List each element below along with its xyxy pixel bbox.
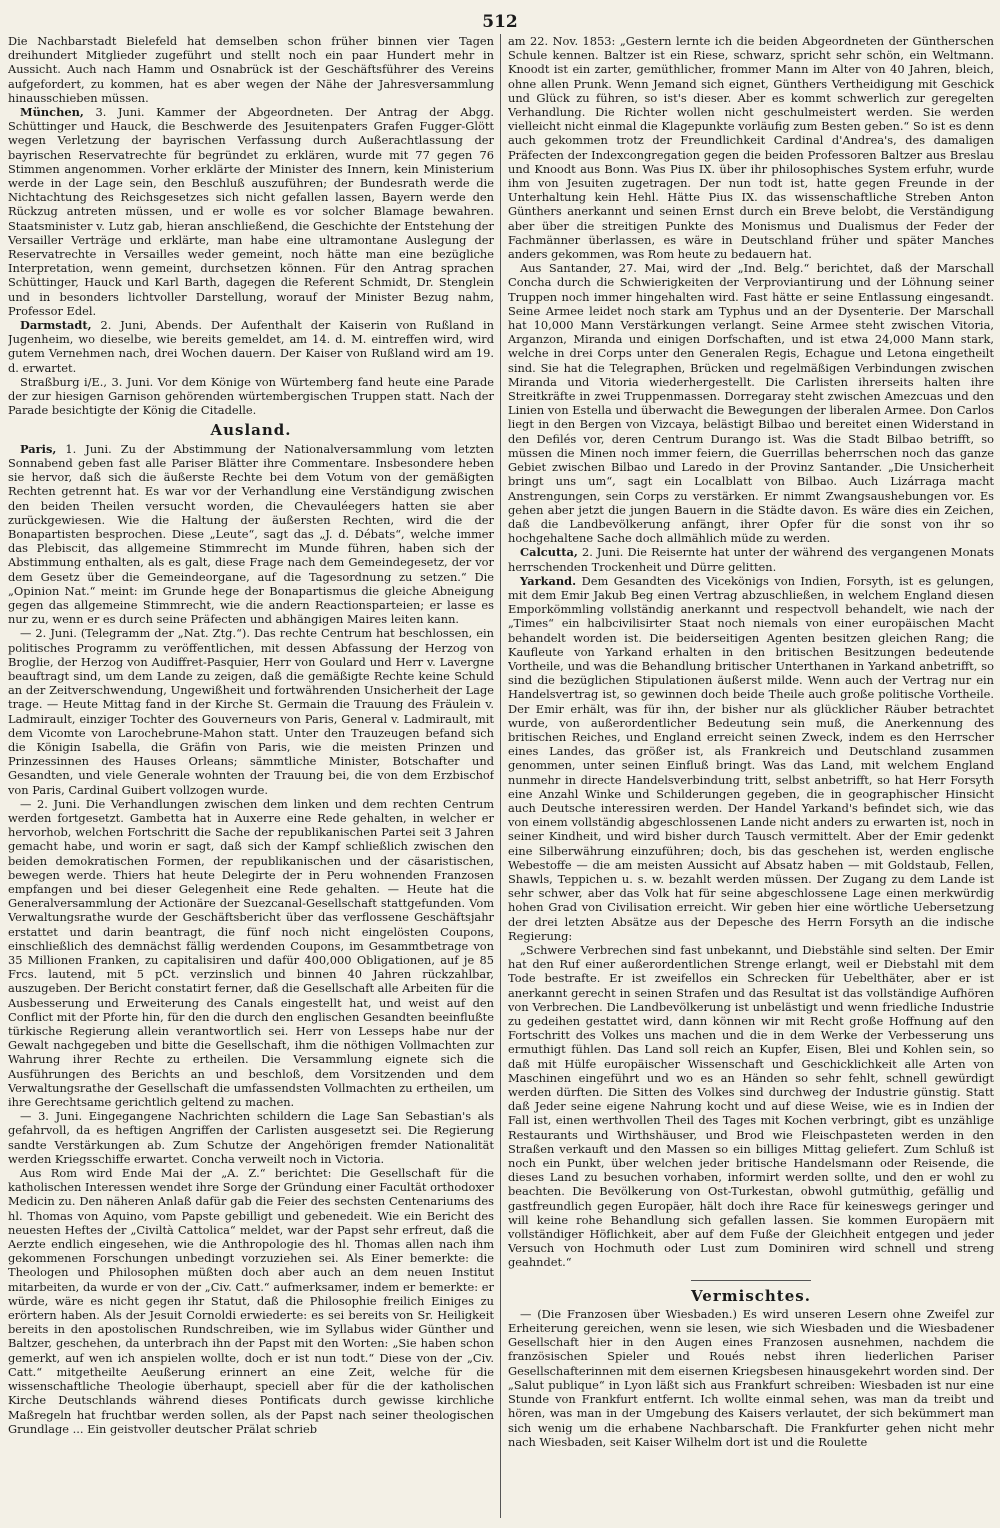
article-yarkand: [508, 574, 994, 943]
article-text: 1. Juni. Zu der Abstimmung der Nationalversammlung vom letzten Sonnabend geben fast alle Pariser Blätter ihre Commentare. Insbesondere heben sie hervor, daß sich die äußerste Rechte bei dem Votum von der gemäßigten Rechten getrennt hat. Es war vor der Verhandlung eine Verständigung zwischen den beiden Theilen versucht worden, die Chevauléegers hatten sie aber zurückgewiesen. Wie die Haltung der äußersten Rechten, wird die der Bonapartisten besprochen. Diese „Leute“, sagt das „J. d. Débats“, welche immer das Plebiscit, das allgemeine Stimmrecht im Munde führen, haben sich der Abstimmung enthalten, als es galt, diese Frage nach dem Gemeindegesetz, der vor dem Gesetz über die Gemeindeorgane, auf die Tagesordnung zu setzen.“ Die „Opinion Nat.“ meint: im Grunde hege der Bonapartismus die gleiche Abneigung gegen das allgemeine Stimmrecht, wie die andern Reactionsparteien; er lasse es nur zu, wenn er es durch seine Präfecten und abhängigen Maires leiten kann.: [8, 441, 494, 627]
article-text: Dem Gesandten des Vicekönigs von Indien, Forsyth, ist es gelungen, mit dem Emir Jakub Beg einen Vertrag abzuschließen, in welchem England diesen Emporkömmling vollständig anerkannt und respectvoll behandelt, wie nach der „Times“ ein halbcivilisirter Staat noch niemals von einer europäischen Macht behandelt worden ist. Die beiderseitigen Agenten besitzen gleichen Rang; die Kaufleute von Yarkand erhalten in den britischen Besitzungen bedeutende Vortheile, und was die Behandlung britischer Unterthanen in Yarkand anbetrifft, so sind die bezüglichen Stipulationen äußerst milde. Wenn auch der Vertrag nur ein Handelsvertrag ist, so gewinnen doch beide Theile auch große politische Vortheile. Der Emir erhält, was für ihn, der bisher nur als glücklicher Räuber betrachtet wurde, von außerordentlicher Bedeutung sein muß, die Anerkennung des britischen Reiches, und England erreicht seinen Zweck, indem es den Herrscher eines Landes, das größer ist, als Frankreich und Deutschland zusammen genommen, unter seinen Einfluß bringt. Was das Land, mit welchem England nunmehr in directe Handelsverbindung tritt, selbst anbetrifft, so hat Herr Forsyth eine Anzahl Winke und Schilderungen gegeben, die in geographischer Hinsicht auch Deutsche interessiren werden. Der Handel Yarkand's befindet sich, wie das von einem vollständig abgeschlossenen Lande nicht anders zu erwarten ist, noch in seiner Kindheit, und wird bisher durch Tausch vermittelt. Aber der Emir gedenkt eine Silberwährung einzuführen; doch, bis das geschehen ist, werden englische Webestoffe — die am meisten Aussicht auf Absatz haben — mit Goldstaub, Fellen, Shawls, Teppichen u. s. w. bezahlt werden müssen. Der Zugang zu dem Lande ist sehr schwer, aber das Volk hat für seine abgeschlossene Lage einen merkwürdig hohen Grad von Civilisation erreicht. Wir geben hier eine wörtliche Uebersetzung der drei letzten Absätze aus der Depesche des Herrn Forsyth an die indische Regierung:: [508, 573, 994, 943]
dateline-place: Yarkand.: [520, 573, 577, 588]
article-paris: [8, 442, 494, 627]
page-number: 512: [482, 12, 518, 32]
article-paragraph: Die Nachbarstadt Bielefeld hat demselben schon früher binnen vier Tagen dreihundert Mitglieder zugeführt und stellt noch ein paar Hundert mehr in Aussicht. Auch nach Hamm und Osnabrück ist der Geschäftsführer des Vereins aufgefordert, zu kommen, hat es aber wegen der Nähe der Jahresversammlung hinausschieben müssen.: [8, 34, 494, 105]
article-paragraph: am 22. Nov. 1853: „Gestern lernte ich die beiden Abgeordneten der Güntherschen Schule kennen. Baltzer ist ein Riese, schwarz, spricht sehr schön, ein Weltmann. Knoodt ist ein zarter, gemüthlicher, frommer Mann im Alter von 40 Jahren, bleich, ohne allen Prunk. Wenn Jemand sich eignet, Günthers Vertheidigung mit Geschick und Glück zu führen, so ist's dieser. Aber es kommt schwerlich zur geregelten Verhandlung. Die Richter wollen nicht geschulmeistert werden. Sie werden vielleicht nicht einmal die Klagepunkte vorläufig zum Besten geben.“ So ist es denn auch gekommen trotz der Freundlichkeit Cardinal d'Andrea's, des damaligen Präfecten der Indexcongregation gegen die beiden Professoren Baltzer aus Breslau und Knoodt aus Bonn. Was Pius IX. über ihr philosophisches System erfuhr, wurde ihm von Jesuiten zugetragen. Der nun todt ist, hatte gegen Freunde in der Unterhaltung kein Hehl. Hätte Pius IX. das wissenschaftliche Streben Anton Günthers anerkannt und seinen Ernst durch ein Breve belobt, die Verständigung aber über die streitigen Punkte des Monismus und Dualismus der Feder der Fachmänner überlassen, es wäre in Deutschland früher und später Manches anders gekommen, was Rom heute zu bedauern hat.: [508, 34, 994, 262]
article-paragraph: — 2. Juni. Die Verhandlungen zwischen dem linken und dem rechten Centrum werden fortgesetzt. Gambetta hat in Auxerre eine Rede gehalten, in welcher er hervorhob, welchen Fortschritt die Sache der republikanischen Partei seit 3 Jahren gemacht habe, und worin er sagt, daß sich der Kampf schließlich zwischen den beiden demokratischen Formen, der republikanischen und der cäsaristischen, bewegen werde. Thiers hat heute Delegirte der in Peru wohnenden Franzosen empfangen und bei dieser Gelegenheit eine Rede gehalten. — Heute hat die Generalversammlung der Actionäre der Suezcanal-Gesellschaft stattgefunden. Vom Verwaltungsrathe wurde der Geschäftsbericht über das verflossene Geschäftsjahr erstattet und darin beantragt, die fünf noch nicht eingelösten Coupons, einschließlich des demnächst fällig werdenden Coupons, im Gesammtbetrage von 35 Millionen Franken, zu capitalisiren und dafür 400,000 Obligationen, auf je 85 Frcs. lautend, mit 5 pCt. verzinslich und binnen 40 Jahren rückzahlbar, auszugeben. Der Bericht constatirt ferner, daß die Gesellschaft alle Arbeiten für die Ausbesserung und Erweiterung des Canals eingestellt hat, und weist auf den Conflict mit der Pforte hin, für den die durch den englischen Gesandten beeinflußte türkische Regierung allein verantwortlich sei. Herr von Lesseps habe nur der Gewalt nachgegeben und bitte die Gesellschaft, ihm die nöthigen Vollmachten zur Wahrung ihrer Rechte zu ertheilen. Die Versammlung eignete sich die Ausführungen des Berichts an und beschloß, dem Vorsitzenden und dem Verwaltungsrathe der Gesellschaft die umfassendsten Vollmachten zu ertheilen, um ihre Gerechtsame gerichtlich geltend zu machen.: [8, 796, 494, 1110]
article-strassburg: Straßburg i/E., 3. Juni. Vor dem Könige von Würtemberg fand heute eine Parade der zur hiesigen Garnison gehörenden würtembergischen Truppen statt. Nach der Parade besichtigte der König die Citadelle.: [8, 374, 494, 418]
column-divider: [500, 34, 501, 1518]
quoted-dispatch: „Schwere Verbrechen sind fast unbekannt, und Diebstähle sind selten. Der Emir hat den Ruf einer außerordentlichen Strenge erlangt, weil er Diebstahl mit dem Tode bestrafte. Er ist zweifellos ein Schrecken für Uebelthäter, aber er ist anerkannt gerecht in seinen Strafen und das Resultat ist das vollständige Aufhören von Verbrechen. Die Landbevölkerung ist unbelästigt und wenn friedliche Industrie zu gedeihen gestattet wird, dann können wir mit Recht große Hoffnung auf den Fortschritt des Volkes uns machen und die in dem Werke der Verbesserung uns ermuthigt fühlen. Das Land soll reich an Kupfer, Eisen, Blei und Kohlen sein, so daß mit Hülfe europäischer Wissenschaft und Geschicklichkeit alle Arten von Maschinen eingeführt und wo es an Händen so sehr fehlt, schnell gewürdigt werden dürften. Die Sitten des Volkes sind durchweg der Industrie günstig. Statt daß Jeder seine eigene Nahrung kocht und auf diese Weise, wie es in Indien der Fall ist, einen werthvollen Theil des Tages mit Kochen verbringt, gibt es unzählige Restaurants und Wirthshäuser, und Brod wie Fleischpasteten werden in den Straßen verkauft und den Massen so ein billiges Mittag geliefert. Zum Schluß ist noch ein Punkt, über welchen jeder britische Handelsmann oder Reisende, die dieses Land zu besuchen vorhaben, informirt werden sollte, und den er wohl zu beachten. Die Bevölkerung von Ost-Turkestan, obwohl gutmüthig, gefällig und gastfreundlich gegen Europäer, hält doch ihre Race für keineswegs geringer und will keine rohe Behandlung sich gefallen lassen. Sie kommen Europäern mit vollständiger Höflichkeit, aber auf dem Fuße der Gleichheit entgegen und jeder Versuch von Hochmuth oder Lust zum Dominiren wird schnell und streng geahndet.“: [508, 943, 994, 1270]
dateline-place: München,: [20, 105, 84, 120]
section-heading-vermischtes: Vermischtes.: [691, 1286, 811, 1305]
article-santander: Aus Santander, 27. Mai, wird der „Ind. Belg.“ berichtet, daß der Marschall Concha durch die Schwierigkeiten der Verproviantirung und der Löhnung seiner Truppen noch immer hingehalten wird. Fast hätte er seine Entlassung eingesandt. Seine Armee leidet noch stark am Typhus und an der Dysenterie. Der Marschall hat 10,000 Mann Verstärkungen verlangt. Seine Armee steht zwischen Vitoria, Arganzon, Miranda und einigen Dorfschaften, und ist etwa 24,000 Mann stark, welche in drei Corps unter den Generalen Regis, Echague und Letona eingetheilt sind. Sie hat die Telegraphen, Brücken und regelmäßigen Verbindungen zwischen Miranda und Vitoria wiederhergestellt. Die Carlisten ihrerseits halten ihre Streitkräfte in zwei Truppenmassen. Dorregaray steht zwischen Amezcuas und den Linien von Estella und überwacht die Bewegungen der liberalen Armee. Don Carlos liegt in den Bergen von Vizcaya, belästigt Bilbao und bereitet einen Widerstand in den Defilés vor, deren Centrum Durango ist. Was die Stadt Bilbao betrifft, so müssen die Minen noch immer feiern, die Guerrillas beherrschen noch das ganze Gebiet zwischen Bilbao und Laredo in der Provinz Santander. „Die Unsicherheit bringt uns um“, sagt ein Localblatt von Bilbao. Auch Lizárraga macht Anstrengungen, sein Corps zu verstärken. Er nimmt Zwangsaushebungen vor. Es gehen aber jetzt die jungen Bauern in die Städte davon. Es wäre dies ein Zeichen, daß die Landbevölkerung anfängt, ihrer Opfer für die sonst von ihr so hochgehaltene Sache doch allmählich müde zu werden.: [508, 261, 994, 546]
article-text: 3. Juni. Kammer der Abgeordneten. Der Antrag der Abgg. Schüttinger und Hauck, die Beschwerde des Jesuitenpaters Grafen Fugger-Glött wegen Verletzung der bayrischen Verfassung durch Außerachtlassung der bayrischen Reservatrechte für begründet zu erklären, wurde mit 77 gegen 76 Stimmen angenommen. Vorher erklärte der Minister des Innern, kein Ministerium werde in der Lage sein, den Beschluß auszuführen; der Bundesrath werde die Nichtachtung des Reichsgesetzes sich nicht gefallen lassen, Bayern werde den Rückzug antreten müssen, und er wolle es vor solcher Blamage bewahren. Staatsminister v. Lutz gab, hieran anschließend, die Geschichte der Entstehung der Versailler Verträge und erklärte, man habe eine ultramontane Auslegung der Reservatrechte in Versailles weder gemeint, noch hätte man eine bezügliche Interpretation, wenn gemeint, durchsetzen können. Für den Antrag sprachen Schüttinger, Hauck und Karl Barth, dagegen die Referent Schmidt, Dr. Stenglein und in besonders lichtvoller Darstellung, worauf der Minister Bezug nahm, Professor Edel.: [8, 105, 494, 318]
right-column: [508, 34, 994, 1520]
dateline-place: Calcutta,: [520, 545, 578, 560]
section-heading-ausland: Ausland.: [210, 421, 292, 440]
article-darmstadt: [8, 318, 494, 375]
section-divider: [691, 1280, 811, 1281]
article-text: 2. Juni, Abends. Der Aufenthalt der Kaiserin von Rußland in Jugenheim, wo dieselbe, wie bereits gemeldet, am 14. d. M. eintreffen wird, wird gutem Vernehmen nach, drei Wochen dauern. Der Kaiser von Rußland wird am 19. d. erwartet.: [8, 318, 494, 375]
article-calcutta: [508, 545, 994, 573]
article-paragraph: — 2. Juni. (Telegramm der „Nat. Ztg.“). Das rechte Centrum hat beschlossen, ein politisches Programm zu veröffentlichen, mit dessen Abfassung der Herzog von Broglie, der Herzog von Audiffret-Pasquier, Herr von Goulard und Herr v. Lavergne beauftragt sind, um dem Lande zu zeigen, daß die gemäßigte Rechte keine Schuld an der Zeitverschwendung, Ungewißheit und fortwährenden Unsicherheit der Lage trage. — Heute Mittag fand in der Kirche St. Germain die Trauung des Fräulein v. Ladmirault, einziger Tochter des Gouverneurs von Paris, General v. Ladmirault, mit dem Vicomte von Larochebrune-Mahon statt. Unter den Trauzeugen befand sich die Königin Isabella, die Gräfin von Paris, wie die meisten Prinzen und Prinzessinnen des Hauses Orleans; sämmtliche Minister, Botschafter und Gesandten, und viele Generale wohnten der Trauung bei, die von dem Erzbischof von Paris, Cardinal Guibert vollzogen wurde.: [8, 626, 494, 797]
article-paragraph: — 3. Juni. Eingegangene Nachrichten schildern die Lage San Sebastian's als gefahrvoll, da es heftigen Angriffen der Carlisten ausgesetzt sei. Die Regierung sandte Verstärkungen ab. Zum Schutze der Angehörigen fremder Nationalität werden Kriegsschiffe erwartet. Concha verweilt noch in Victoria.: [8, 1109, 494, 1166]
article-text: 2. Juni. Die Reisernte hat unter der während des vergangenen Monats herrschenden Trockenheit und Dürre gelitten.: [508, 545, 994, 574]
article-muenchen: [8, 105, 494, 318]
article-wiesbaden: — (Die Franzosen über Wiesbaden.) Es wird unseren Lesern ohne Zweifel zur Erheiterung gereichen, wenn sie lesen, wie sich Wiesbaden und die Wiesbadener Gesellschaft hier in den Augen eines Franzosen ausnehmen, nachdem die französischen Spieler und Roués nebst ihren liederlichen Pariser Gesellschafterinnen mit dem eisernen Kriegsbesen hinausgekehrt worden sind. Der „Salut publique“ in Lyon läßt sich aus Frankfurt schreiben: Wiesbaden ist nur eine Stunde von Frankfurt entfernt. Ich wollte einmal sehen, was man da treibt und hören, was man in der Umgebung des Kaisers verlautet, der sich bekümmert man sich wenig um die erhabene Nachbarschaft. Die Frankfurter gehen nicht mehr nach Wiesbaden, seit Kaiser Wilhelm dort ist und die Roulette: [508, 1306, 994, 1449]
dateline-place: Darmstadt,: [20, 318, 92, 333]
article-rom: Aus Rom wird Ende Mai der „A. Z.“ berichtet: Die Gesellschaft für die katholischen Interessen wendet ihre Sorge der Gründung einer Facultät orthodoxer Medicin zu. Den näheren Anlaß dafür gab die Feier des sechsten Centenariums des hl. Thomas von Aquino, vom Papste gebilligt und gebenedeit. Wie ein Bericht des neuesten Heftes der „Civiltà Cattolica“ meldet, war der Papst sehr erfreut, daß die Aerzte endlich eingesehen, wie die Anthropologie des hl. Thomas allen nach ihm gekommenen Forschungen unbedingt vorzuziehen sei. Als Einer bemerkte: die Theologen und Philosophen müßten doch aber auch an dem neuen Institut mitarbeiten, da wurde er von der „Civ. Catt.“ aufmerksamer, indem er bemerkte: er würde, wäre es nicht gegen ihr Statut, daß die Philosophie freilich Einiges zu erörtern haben. Als der Jesuit Cornoldi erwiederte: es sei bereits von Sr. Heiligkeit bereits in den apostolischen Rundschreiben, wie im Syllabus wider Günther und Baltzer, geschehen, da unterbrach ihn der Papst mit den Worten: „Sie haben schon gemerkt, auf wen ich anspielen wollte, doch er ist nun todt.“ Diese von der „Civ. Catt.“ mitgetheilte Aeußerung erinnert an eine Zeit, welche für die wissenschaftliche Theologie überhaupt, speciell aber für die der katholischen Kirche Deutschlands während dieses Pontificats durch gewisse kirchliche Maßregeln hat fruchtbar werden sollen, als der Papst nach seiner theologischen Grundlage ... Ein geistvoller deutscher Prälat schrieb: [8, 1166, 494, 1436]
left-column: [8, 34, 494, 1520]
dateline-place: Paris,: [20, 441, 57, 456]
